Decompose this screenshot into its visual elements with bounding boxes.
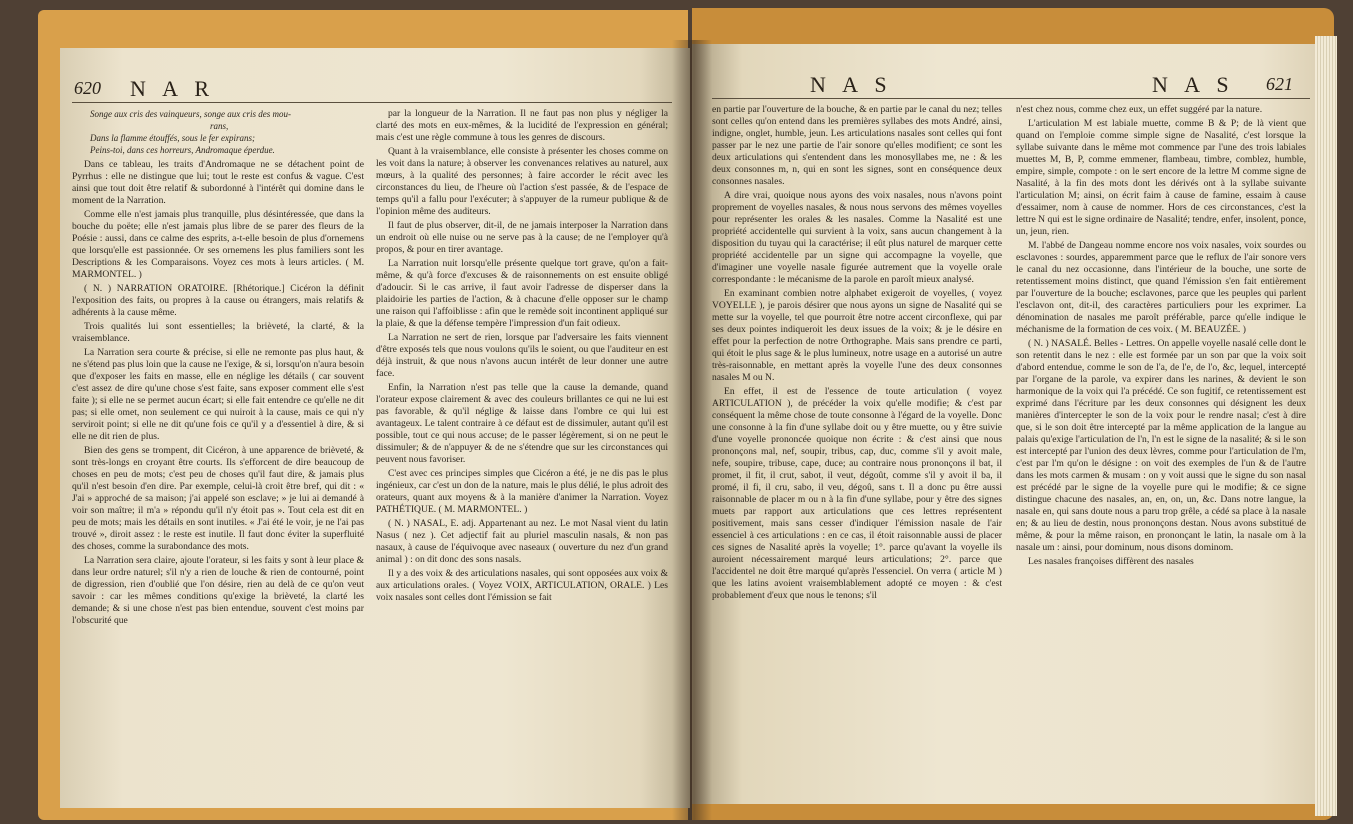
paragraph: Dans ce tableau, les traits d'Andromaque ne se détachent point de Pyrrhus : elle ne distingue que lui; tout le reste est confus & vague. C'est ainsi que tout doit être relatif & subordonné à l'intérêt qui domine dans le moment de la Narration. — [72, 159, 364, 206]
running-head-right-b: N A S — [1152, 72, 1235, 97]
verse-quote — [72, 108, 364, 156]
header-rule-right — [712, 98, 1310, 99]
paragraph: A dire vrai, quoique nous ayons des voix nasales, nous n'avons point proprement de voyelles nasales, & nous nous servons des mêmes voyelles pour représenter les orales & les nasales. Comme la Nasalité est une propriété accidentelle qui survient à la voix, sans aucun changement à la disposition du tuyau qui la caractérise; il eût plus naturel de marquer cette propriété accidentelle par un signe qui accompagne la voyelle, que d'imaginer une voyelle nasale figurée autrement que la voyelle orale correspondante : le mécanisme de la parole en paroît mieux analysé. — [712, 190, 1002, 285]
header-rule-left — [72, 102, 672, 103]
left-page-column-1 — [72, 108, 364, 798]
paragraph: Enfin, la Narration n'est pas telle que la cause la demande, quand l'orateur expose clairement & avec des couleurs brillantes ce qui ne lui est pas favorable, & qu'il néglige & laisse dans l'ombre ce qui lui est avantageux. Le talent contraire à ce défaut est de dissimuler, autant qu'il est possible, tout ce qui nous accuse; de le passer légèrement, si on ne peut le dissimuler; & de n'appuyer & de ne s'étendre que sur les circonstances qui peuvent nous favoriser. — [376, 382, 668, 465]
verse-line: Peins-toi, dans ces horreurs, Andromaque éperdue. — [90, 145, 275, 155]
running-head-left: N A R — [130, 76, 216, 101]
left-page-column-2 — [376, 108, 668, 798]
paragraph: En effet, il est de l'essence de toute articulation ( voyez ARTICULATION ), de précéder la voix qu'elle modifie; & c'est par conséquent la même chose de toute consonne à l'égard de la voyelle. Donc une consonne à la fin d'une syllabe doit ou y être muette, ou y être suivie d'une voyelle prononcée quoique non écrite : & c'est ainsi que nous prononçons mal, nef, soupir, tribus, cap, duc, comme s'il y avoit male, nefe, soupire, tribuse, cape, duce; au contraire nous prononçons il bat, il promet, il fit, il crut, sabot, il veut, dégoût, comme s'il y avoit il ba, il promé, il fi, il cru, sabo, il veu, dégoû, sans t. Il a donc pu être aussi raisonnable de placer m ou n à la fin d'une syllabe, pour y être des signes muets par rapport aux articulations que ces lettres représentent positivement, mais sans cesser d'indiquer l'émission nasale de l'air essenciel à ces articulations : en ce cas, il étoit raisonnable aussi de placer ces signes de Nasalité après la voyelle; 1°. parce qu'avant la voyelle ils auroient nécessairement marqué leurs articulations; 2°. parce que l'accidentel ne doit être marqué qu'après l'essenciel. On verra ( article M ) que les latins avoient vraisemblablement adopté ce moyen : & c'est probablement d'eux que nous le tenons; s'il — [712, 386, 1002, 601]
right-page — [692, 44, 1322, 804]
right-page-column-2 — [1016, 104, 1306, 794]
paragraph: Trois qualités lui sont essentielles; la brièveté, la clarté, & la vraisemblance. — [72, 321, 364, 344]
paragraph: n'est chez nous, comme chez eux, un effet suggéré par la nature. — [1016, 104, 1263, 115]
paragraph: par la longueur de la Narration. Il ne faut pas non plus y négliger la clarté des mots en eux-mêmes, & la lucidité de l'expression en général; mais c'est une règle commune à tous les genres de discours. — [376, 108, 668, 143]
verse-line: rans, — [210, 121, 229, 131]
paragraph: ( N. ) NASAL, E. adj. Appartenant au nez. Le mot Nasal vient du latin Nasus ( nez ). Cet adjectif fait au pluriel masculin nasals, & non pas nasaux, à cause de l'équivoque avec naseaux ( ouverture du nez d'un grand animal ) : on dit donc des sons nasals. — [376, 518, 668, 565]
paragraph: La Narration ne sert de rien, lorsque par l'adversaire les faits viennent d'être exposés tels que nous voulons qu'ils le soient, ou que l'auditeur en est déjà instruit, & que nous n'avons aucun intérêt de leur donner une autre face. — [376, 332, 668, 379]
paragraph: Il faut de plus observer, dit-il, de ne jamais interposer la Narration dans un endroit où elle nuise ou ne serve pas à la cause; de ne l'employer qu'à propos, & pour en tirer avantage. — [376, 220, 668, 255]
paragraph: Il y a des voix & des articulations nasales, qui sont opposées aux voix & aux articulations orales. ( Voyez VOIX, ARTICULATION, ORALE. ) Les voix nasales sont celles dont l'émission se fait — [376, 568, 668, 603]
paragraph: La Narration nuit lorsqu'elle présente quelque tort grave, qu'on a fait-même, & qu'à force d'excuses & de raisonnements on est ensuite obligé d'adoucir. Si le cas arrive, il faut avoir l'adresse de disperser dans la plaidoirie les parties de l'action, & à chacune d'elle opposer sur le champ une raison qui l'affoiblisse : afin que le remède soit incontinent appliqué sur la plaie, & que la défense tempère l'impression d'un fait odieux. — [376, 258, 668, 329]
verse-line: Songe aux cris des vainqueurs, songe aux cris des mou- — [90, 109, 291, 119]
page-number-left: 620 — [74, 78, 101, 98]
paragraph: L'articulation M est labiale muette, comme B & P; de là vient que quand on l'emploie comme simple signe de Nasalité, c'est lorsque la syllabe suivante dans le même mot commence par l'une des trois labiales muettes M, B, P, comme emmener, flambeau, timbre, comblez, humble, empire, simple, compote : on le sert encore de la lettre M comme signe de Nasalité, à la fin des mots dont les dérivés ont à la syllabe suivante l'articulation M; ainsi, on écrit faim à cause de famine, essaim à cause d'essaimer, nom à cause de nommer. Hors de ces circonstances, c'est la lettre N qui est le signe ordinaire de Nasalité; tendre, enfer, insolent, ponce, un, jeun, rien. — [1016, 118, 1306, 237]
running-head-right-a: N A S — [810, 72, 893, 97]
left-page — [60, 48, 690, 808]
paragraph: en partie par l'ouverture de la bouche, & en partie par le canal du nez; telles sont celles qu'on entend dans les premières syllabes des mots André, ainsi, indigne, onglet, humble, jeun. Les articulations nasales sont celles qui font passer par le nez une partie de l'air sonore qu'elles modifient; ce sont les deux articulations qui s'entendent dans les monosyllabes me, ne : & les deux consonnes m, n, qui en sont les signes, sont en conséquence deux consonnes nasales. — [712, 104, 1002, 187]
right-page-column-1 — [712, 104, 1002, 794]
paragraph: En examinant combien notre alphabet exigeroit de voyelles, ( voyez VOYELLE ), je parois désirer que nous ayons un signe de Nasalité qui se mette sur la voyelle, tel que pourroit être notre accent circonflexe, qui par ses deux pointes indiqueroit les deux issues de la voix; & je le désire en effet pour la perfection de notre Orthographe. Mais sans prendre ce parti, qui étoit le plus sage & le plus lumineux, notre usage en a autorisé un autre très-raisonnable, en mettant après la voyelle l'une des deux consonnes nasales M ou N. — [712, 288, 1002, 383]
paragraph: Bien des gens se trompent, dit Cicéron, à une apparence de brièveté, & sont très-longs en croyant être courts. Ils s'efforcent de dire beaucoup de choses en peu de mots; c'est peu de choses qu'il faut dire, & jamais plus qu'il n'est besoin d'en dire. Par exemple, celui-là croit être bref, qui dit : « J'ai » approché de sa maison; j'ai appelé son esclave; » je lui ai demandé à voir son maître; il m'a » répondu qu'il n'y étoit pas ». Tout cela est dit en peu de mots; mais les détails en sont inutiles. « J'ai été le voir, je ne l'ai pas trouvé », diroit assez : le reste est inutile. Il faut donc éviter la superfluité des choses, comme la surabondance des mots. — [72, 445, 364, 552]
verse-line: Dans la flamme étouffés, sous le fer expirans; — [90, 133, 255, 143]
paragraph: ( N. ) NARRATION ORATOIRE. [Rhétorique.] Cicéron la définit l'exposition des faits, ou propres à la cause ou étrangers, mais relatifs & adhérents à la cause même. — [72, 283, 364, 318]
page-number-right: 621 — [1266, 74, 1293, 94]
page-fore-edge — [1315, 36, 1337, 816]
paragraph: Comme elle n'est jamais plus tranquille, plus désintéressée, que dans la bouche du poëte; elle n'est jamais plus libre de se parer des fleurs de la Poésie : aussi, dans ce calme des esprits, a-t-elle besoin de plus d'ornemens que lorsqu'elle est passionnée. Or ses ornemens les plus familiers sont les Descriptions & les Comparaisons. Voyez ces mots à leurs articles. ( M. MARMONTEL. ) — [72, 209, 364, 280]
paragraph: Quant à la vraisemblance, elle consiste à présenter les choses comme on les voit dans la nature; à observer les convenances relatives au naturel, aux mœurs, à la qualité des personnes; à faire accorder le récit avec les circonstances du lieu, de l'heure où l'action s'est passée, & de l'espace de temps qu'il a fallu pour l'exécuter; à s'appuyer de la rumeur publique & de l'opinion même des auditeurs. — [376, 146, 668, 217]
paragraph: C'est avec ces principes simples que Cicéron a été, je ne dis pas le plus ingénieux, car c'est un don de la nature, mais le plus délié, le plus adroit des orateurs, quant aux moyens & à la manière d'animer la Narration. Voyez PATHÉTIQUE. ( M. MARMONTEL. ) — [376, 468, 668, 515]
paragraph: M. l'abbé de Dangeau nomme encore nos voix nasales, voix sourdes ou esclavones : sourdes, apparemment parce que le reflux de l'air sonore vers le canal du nez occasionne, dans l'intérieur de la bouche, une sorte de retentissement moins distinct, que quand l'émission s'en fait entièrement par l'ouverture de la bouche; esclavones, parce que les peuples qui parlent l'esclavon ont, dit-il, des caractères particuliers pour les exprimer. La dénomination de nasales me paroît préférable, parce qu'elle indique le méchanisme de la formation de ces voix. ( M. BEAUZÉE. ) — [1016, 240, 1306, 335]
paragraph: La Narration sera courte & précise, si elle ne remonte pas plus haut, & ne s'étend pas plus loin que la cause ne l'exige, & si, lorsqu'on n'aura besoin que d'exposer les faits en masse, elle en néglige les détails ( car souvent c'est assez de dire qu'une chose s'est faite, sans exposer comment elle s'est faite ); si elle ne se permet aucun écart; si elle fait entendre ce qu'elle ne dit pas; si elle omet, non seulement ce qui nuiroit à la cause, mais ce qui n'y serviroit point; si elle ne dit qu'une fois ce qu'il y a d'essentiel à dire, & si elle ne dit rien de plus. — [72, 347, 364, 442]
paragraph: Les nasales françoises diffèrent des nasales — [1028, 556, 1194, 567]
paragraph: La Narration sera claire, ajoute l'orateur, si les faits y sont à leur place & dans leur ordre naturel; s'il n'y a rien de louche & rien de contourné, point de digression, rien d'oublié que l'on désire, rien au delà de ce qu'on veut savoir : car les mêmes conditions qu'exige la brièveté, la clarté les demande; & si une chose n'est pas bien entendue, souvent c'est moins par l'obscurité que — [72, 555, 364, 626]
paragraph: ( N. ) NASALÉ. Belles - Lettres. On appelle voyelle nasalé celle dont le son retentit dans le nez : elle est formée par un son par que la voix soit d'abord entendue, comme le son de l'a, de l'e, de l'o, &c, lequel, intercepté par l'organe de la parole, va expirer dans les narines, & devient le son harmonique de la voix qui l'a précédé. Ce son fugitif, ce retentissement est exprimé dans l'écriture par les deux consonnes qui désignent les deux manières d'intercepter le son de la voix pour le rendre nasal; c'est à dire que, si le son doit être intercepté par la même application de la langue au palais qu'exige l'articulation de l'n, l'n est le signe de la nasalité; & si le son est intercepté par l'union des deux lèvres, comme pour l'articulation de l'm, c'est par l'm qu'on le désigne : on voit des exemples de l'un & de l'autre dans les mots carmen & musam : on y voit aussi que le signe du son nasal est précédé par le signe de la voyelle pure qui le modifie; & ce signe distingue chacune des nasales, an, en, on, un, &c. Dans notre langue, la nasale en, qui sans doute nous a paru trop grêle, a cédé sa place à la nasale en; & au lieu de destin, nous prononçons destan. Nous avons substitué de même, & pour la même raison, en prononçant le latin, la nasale om à la nasale um : ainsi, pour dominum, nous disons dominom. — [1016, 338, 1306, 553]
book-gutter — [672, 40, 712, 820]
